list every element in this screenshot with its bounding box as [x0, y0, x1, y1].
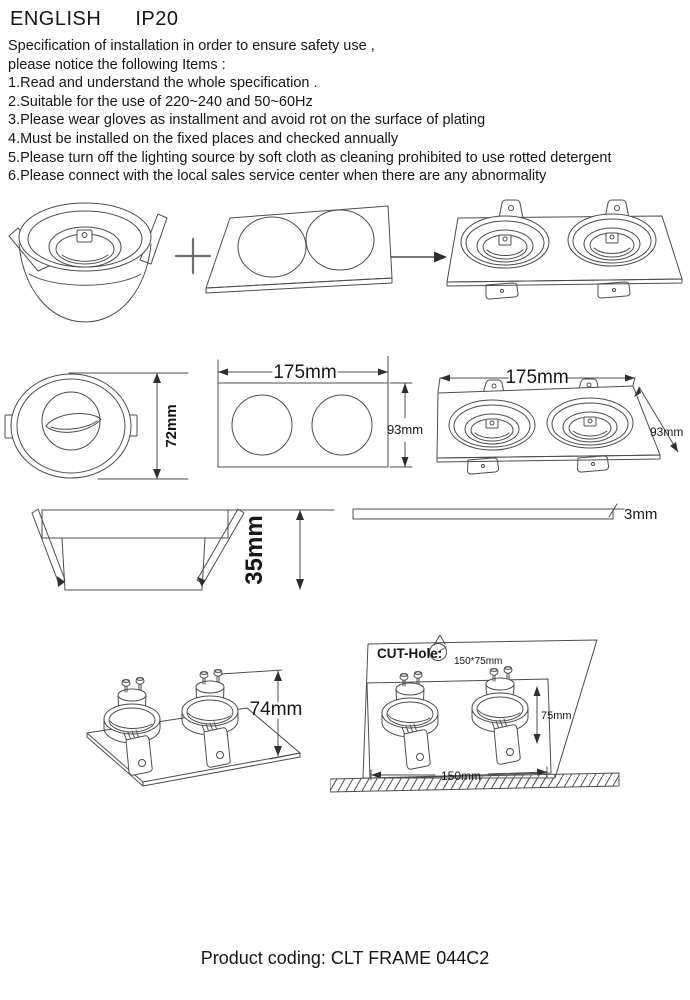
drawing-assembled-isometric [438, 186, 688, 336]
spec-line: 6.Please connect with the local sales service center when there are any abnormality [8, 168, 547, 185]
dim-assembled-height-label: 93mm [650, 425, 684, 439]
page-title [10, 8, 178, 31]
spec-line: please notice the following Items : [8, 56, 226, 73]
spec-line: 5.Please turn off the lighting source by soft cloth as cleaning prohibited to use rotted detergent [8, 149, 612, 166]
drawing-trim-isometric [5, 192, 190, 334]
dim-plate-height-label: 93mm [386, 422, 424, 437]
dim-cut-width-label: 150mm [440, 769, 482, 783]
spec-line: 4.Must be installed on the fixed places and checked annually [8, 130, 399, 147]
spec-line: 1.Read and understand the whole specification . [8, 75, 318, 92]
dim-installed-height-label: 74mm [249, 699, 303, 720]
spec-line: 3.Please wear gloves as installment and avoid rot on the surface of plating [8, 112, 486, 129]
cut-hole-label: CUT-Hole: [377, 646, 443, 661]
spec-line: 2.Suitable for the use of 220~240 and 50~60Hz [8, 93, 313, 110]
drawing-installed-rear-view [66, 645, 316, 800]
spec-line: Specification of installation in order to ensure safety use , [8, 38, 375, 54]
dim-fixture-diameter-label: 72mm [163, 404, 180, 448]
drawing-plate-front-view [198, 356, 430, 478]
dim-cut-height-label: 75mm [541, 710, 572, 722]
specification-text [8, 37, 611, 186]
drawing-plate-isometric [202, 200, 397, 305]
language-label: ENGLISH [10, 8, 102, 30]
drawing-cut-hole [330, 623, 620, 819]
product-coding: Product coding: CLT FRAME 044C2 [200, 948, 490, 968]
dim-fixture-depth-label: 35mm [241, 515, 268, 585]
dim-assembled-width-label: 175mm [505, 367, 569, 388]
drawing-trim-top-view [2, 355, 194, 497]
drawing-trim-side-view [12, 498, 342, 610]
ip-rating-label: IP20 [135, 8, 179, 30]
cut-hole-size-label: 150*75mm [454, 656, 503, 667]
drawing-assembled-dimensioned [428, 356, 690, 490]
dim-plate-thickness-label: 3mm [624, 506, 658, 523]
dim-plate-width-label: 175mm [273, 362, 337, 383]
drawing-plate-edge-view [350, 496, 690, 526]
